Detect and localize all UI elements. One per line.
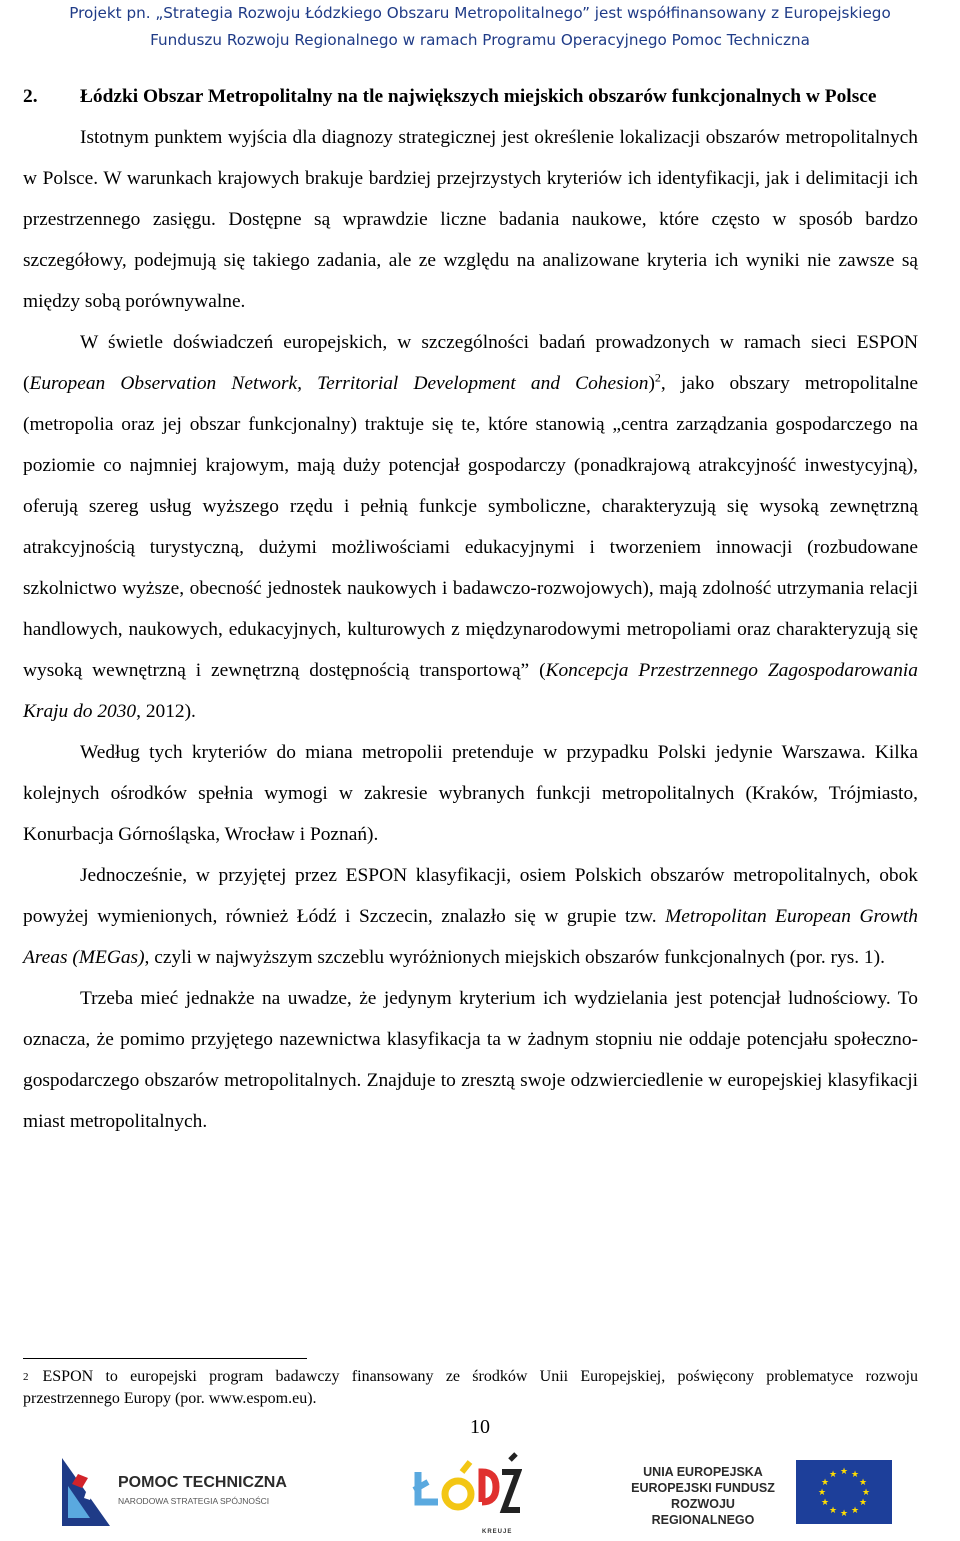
- pomoc-techniczna-emblem-icon: [62, 1448, 116, 1528]
- section-heading: [23, 76, 918, 117]
- paragraph-5: Trzeba mieć jednakże na uwadze, że jedynym kryterium ich wydzielania jest potencjał ludnościowy. To oznacza, że pomimo przyjętego nazewnictwa klasyfikacja ta w żadnym stopniu nie oddaje potencjału społeczno-gospodarczego obszarów metropolitalnych. Znajduje to zresztą swoje odzwierciedlenie w europejskiej klasyfikacji miast metropolitalnych.: [23, 988, 918, 1132]
- footnote: [23, 1366, 918, 1410]
- footnote-text: ESPON to europejski program badawczy finansowany ze środków Unii Europejskiej, poświęcony problematyce rozwoju przestrzennego Europy (por. www.espom.eu).: [23, 1368, 918, 1407]
- eu-line-2: EUROPEJSKI FUNDUSZ: [631, 1481, 775, 1495]
- section-title: Łódzki Obszar Metropolitalny na tle największych miejskich obszarów funkcjonalnych w Polsce: [80, 86, 877, 107]
- svg-text:★: ★: [839, 1467, 849, 1477]
- footer-logos: [0, 1440, 960, 1541]
- lodz-logo-icon: [412, 1450, 522, 1528]
- eu-logo: [618, 1460, 948, 1530]
- pomoc-techniczna-label: POMOC TECHNICZNA: [118, 1474, 287, 1491]
- footnote-ref: 2: [654, 370, 661, 385]
- page-body: [23, 76, 918, 1142]
- svg-text:★: ★: [828, 1470, 838, 1480]
- svg-text:★: ★: [820, 1478, 830, 1488]
- footnote-divider: [23, 1358, 307, 1359]
- svg-text:★: ★: [861, 1488, 871, 1498]
- svg-text:★: ★: [858, 1498, 868, 1508]
- paragraph-2: W świetle doświadczeń europejskich, w szczególności badań prowadzonych w ramach sieci ESPON (European Observation Network, Territorial Development and Cohesion)$^2$, jako obszary metropolitalne (metropolia oraz jej obszar funkcjonalny) traktuje się te, które stanowią „centra zarządzania gospodarczego na poziomie co najmniej krajowym, mają duży potencjał gospodarczy (ponadkrajową atrakcyjność inwestycyjną), oferują szereg usług wyższego rzędu i pełnią funkcje symboliczne, charakteryzują się wysoką zewnętrzną atrakcyjnością turystyczną, dużymi możliwościami edukacyjnymi i tworzeniem innowacji (rozbudowane szkolnictwo wyższe, obecność jednostek naukowych i badawczo-rozwojowych), mają zdolność utrzymania relacji handlowych, naukowych, edukacyjnych, kulturowych z międzynarodowymi metropoliami oraz charakteryzują się wysoką wewnętrzną i zewnętrzną dostępnością transportową” (Koncepcja Przestrzennego Zagospodarowania Kraju do 2030, 2012).: [23, 332, 918, 722]
- eu-line-3: ROZWOJU REGIONALNEGO: [651, 1497, 755, 1527]
- eu-line-1: UNIA EUROPEJSKA: [643, 1465, 763, 1479]
- svg-text:★: ★: [858, 1478, 868, 1488]
- svg-text:★: ★: [850, 1506, 860, 1516]
- header-line-2: Funduszu Rozwoju Regionalnego w ramach Programu Operacyjnego Pomoc Techniczna: [150, 31, 810, 49]
- eu-text: [618, 1464, 788, 1528]
- eu-flag-icon: [796, 1460, 892, 1524]
- paragraph-4: Jednocześnie, w przyjętej przez ESPON klasyfikacji, osiem Polskich obszarów metropolitalnych, obok powyżej wymienionych, również Łódź i Szczecin, znalazło się w grupie tzw. Metropolitan European Growth Areas (MEGas), czyli w najwyższym szczeblu wyróżnionych miejskich obszarów funkcjonalnych (por. rys. 1).: [23, 865, 918, 968]
- header-line-1: Projekt pn. „Strategia Rozwoju Łódzkiego Obszaru Metropolitalnego” jest współfinansowany z Europejskiego: [69, 4, 891, 22]
- megas-term: Metropolitan European Growth Areas (MEGas): [23, 906, 918, 968]
- page-number: 10: [470, 1416, 490, 1438]
- footnote-number: 2: [23, 1371, 29, 1383]
- svg-text:★: ★: [850, 1470, 860, 1480]
- paragraph-3: Według tych kryteriów do miana metropolii pretenduje w przypadku Polski jedynie Warszawa. Kilka kolejnych ośrodków spełnia wymogi w zakresie wybranych funkcji metropolitalnych (Kraków, Trójmiasto, Konurbacja Górnośląska, Wrocław i Poznań).: [23, 742, 918, 845]
- espon-full-name: European Observation Network, Territorial Development and Cohesion: [29, 373, 649, 394]
- paragraph-1: Istotnym punktem wyjścia dla diagnozy strategicznej jest określenie lokalizacji obszarów metropolitalnych w Polsce. W warunkach krajowych brakuje bardziej przejrzystych kryteriów ich identyfikacji, jak i delimitacji ich przestrzennego zasięgu. Dostępne są wprawdzie liczne badania naukowe, które często w sposób bardzo szczegółowy, podejmują się takiego zadania, ale ze względu na analizowane kryteria ich wyniki nie zawsze są między sobą porównywalne.: [23, 127, 918, 312]
- section-number: 2.: [23, 86, 38, 107]
- lodz-tagline: KREUJE: [482, 1529, 513, 1535]
- running-header: [0, 0, 960, 54]
- citation-title: Koncepcja Przestrzennego Zagospodarowania Kraju do 2030: [23, 660, 918, 722]
- svg-text:★: ★: [817, 1488, 827, 1498]
- svg-text:★: ★: [839, 1509, 849, 1519]
- lodz-kreuje-logo: [412, 1450, 522, 1540]
- pomoc-techniczna-sub: NARODOWA STRATEGIA SPÓJNOŚCI: [118, 1496, 270, 1506]
- svg-text:★: ★: [820, 1498, 830, 1508]
- pomoc-techniczna-logo: [62, 1448, 292, 1533]
- svg-text:★: ★: [828, 1506, 838, 1516]
